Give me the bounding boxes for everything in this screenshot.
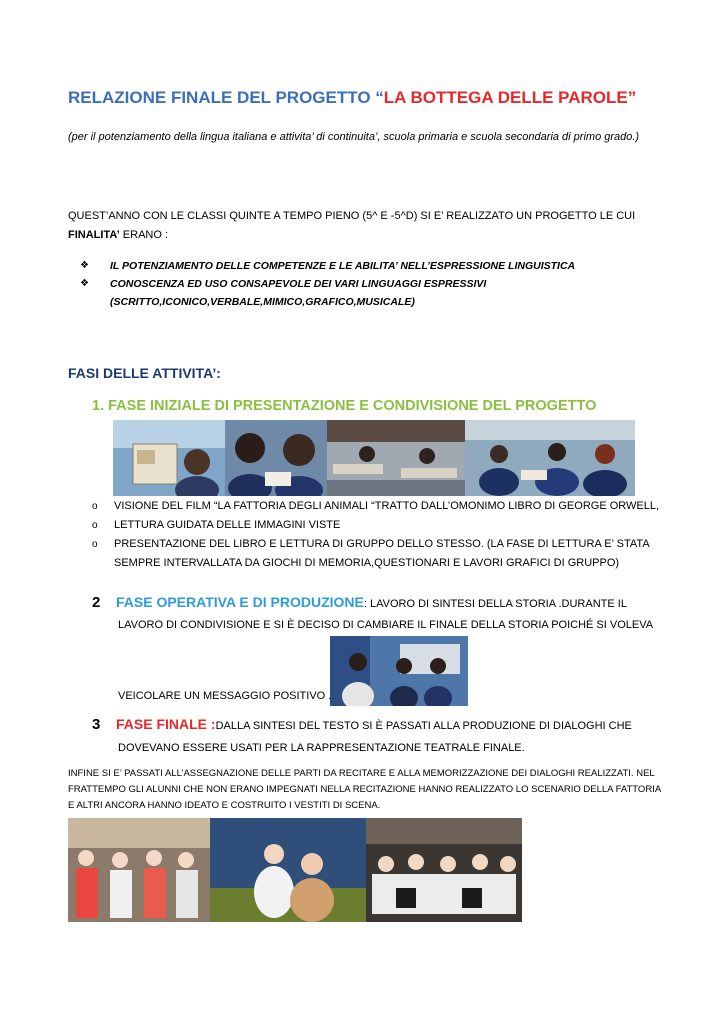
intro-line: QUEST’ANNO CON LE CLASSI QUINTE A TEMPO PIENO (5^ E -5^D) SI E’ REALIZZATO UN PROGETTO LE CUI bbox=[68, 210, 636, 222]
activity-item bbox=[92, 535, 662, 573]
intro-rest: ERANO : bbox=[119, 229, 169, 241]
photo-gym-performers bbox=[210, 818, 366, 922]
photo-group-work bbox=[465, 420, 635, 496]
photo-costumed-performers bbox=[68, 818, 210, 922]
phase1-heading bbox=[92, 398, 596, 414]
circle-bullet-icon: o bbox=[92, 501, 98, 512]
goal-item bbox=[80, 257, 670, 275]
goal-item bbox=[80, 275, 670, 311]
document-title bbox=[68, 88, 636, 108]
phase1-activities bbox=[92, 497, 662, 573]
activity-text: PRESENTAZIONE DEL LIBRO E LETTURA DI GRUPPO DELLO STESSO. (LA FASE DI LETTURA E’ STATA SEMPRE INTERVALLATA DA GIOCHI DI MEMORIA,QUESTIONARI E LAVORI GRAFICI DI GRUPPO) bbox=[114, 538, 650, 569]
closing-paragraph: INFINE SI E’ PASSATI ALL’ASSEGNAZIONE DELLE PARTI DA RECITARE E ALLA MEMORIZZAZIONE DEI DIALOGHI REALIZZATI. NEL FRATTEMPO GLI ALUNNI CHE NON ERANO IMPEGNATI NELLA RECITAZIONE HANNO REALIZZATO LO SCENARIO DELLA FATTORIA E ALTRI ANCORA HANNO IDEATO E COSTRUITO I VESTITI DI SCENA. bbox=[68, 768, 661, 811]
photo-audience-costumes bbox=[366, 818, 522, 922]
phase3-title: FASE FINALE : bbox=[116, 716, 216, 732]
diamond-bullet-icon: ❖ bbox=[80, 260, 89, 271]
phase3-text: DALLA SINTESI DEL TESTO SI È PASSATI ALLA PRODUZIONE DI DIALOGHI CHE bbox=[215, 720, 632, 732]
intro-line-2 bbox=[68, 226, 668, 245]
activity-item bbox=[92, 497, 662, 516]
phase2-text-line3: VEICOLARE UN MESSAGGIO POSITIVO . bbox=[118, 690, 332, 702]
phase1-number: 1. bbox=[92, 398, 105, 414]
phase3-text-line2: DOVEVANO ESSERE USATI PER LA RAPPRESENTAZIONE TEATRALE FINALE. bbox=[118, 742, 525, 754]
phase2-paragraph bbox=[92, 592, 662, 636]
activity-item bbox=[92, 516, 662, 535]
phase2-title: FASE OPERATIVA E DI PRODUZIONE bbox=[116, 594, 364, 610]
phase2-text: : LAVORO DI SINTESI DELLA STORIA .DURANTE IL bbox=[363, 598, 627, 610]
phase3-paragraph bbox=[92, 713, 662, 759]
photo-students-reading bbox=[113, 420, 225, 496]
intro-paragraph bbox=[68, 207, 668, 245]
circle-bullet-icon: o bbox=[92, 520, 98, 531]
phase2-number: 2 bbox=[92, 594, 101, 611]
photo-classroom-desks bbox=[327, 420, 465, 496]
activity-text: VISIONE DEL FILM “LA FATTORIA DEGLI ANIMALI “TRATTO DALL’OMONIMO LIBRO DI GEORGE ORWELL, bbox=[114, 500, 660, 512]
phase2-text-line2: LAVORO DI CONDIVISIONE E SI È DECISO DI CAMBIARE IL FINALE DELLA STORIA POICHÉ SI VOLEVA bbox=[118, 619, 654, 631]
goal-text: IL POTENZIAMENTO DELLE COMPETENZE E LE ABILITA’ NELL’ESPRESSIONE LINGUISTICA bbox=[110, 260, 576, 272]
project-name: LA BOTTEGA DELLE PAROLE bbox=[383, 88, 628, 107]
subtitle: (per il potenziamento della lingua italiana e attivita’ di continuita’, scuola primaria e scuola secondaria di primo grado.) bbox=[68, 131, 640, 143]
phase3-number: 3 bbox=[92, 716, 101, 733]
photo-girls-book bbox=[225, 420, 327, 496]
photo-hallway-students bbox=[330, 636, 468, 706]
activity-text: LETTURA GUIDATA DELLE IMMAGINI VISTE bbox=[114, 519, 341, 531]
goals-list bbox=[80, 257, 670, 311]
phase1-title: FASE INIZIALE DI PRESENTAZIONE E CONDIVISIONE DEL PROGETTO bbox=[108, 398, 597, 414]
title-close-quote: ” bbox=[627, 88, 637, 107]
fasi-heading: FASI DELLE ATTIVITA’: bbox=[68, 365, 221, 381]
diamond-bullet-icon: ❖ bbox=[80, 278, 89, 289]
goal-text: CONOSCENZA ED USO CONSAPEVOLE DEI VARI LINGUAGGI ESPRESSIVI (SCRITTO,ICONICO,VERBALE,MIMICO,GRAFICO,MUSICALE) bbox=[110, 278, 487, 308]
title-prefix: RELAZIONE FINALE DEL PROGETTO “ bbox=[68, 88, 384, 107]
phase2-line bbox=[92, 592, 662, 615]
circle-bullet-icon: o bbox=[92, 539, 98, 550]
phase3-line bbox=[92, 713, 662, 737]
intro-bold: FINALITA’ bbox=[68, 229, 120, 241]
